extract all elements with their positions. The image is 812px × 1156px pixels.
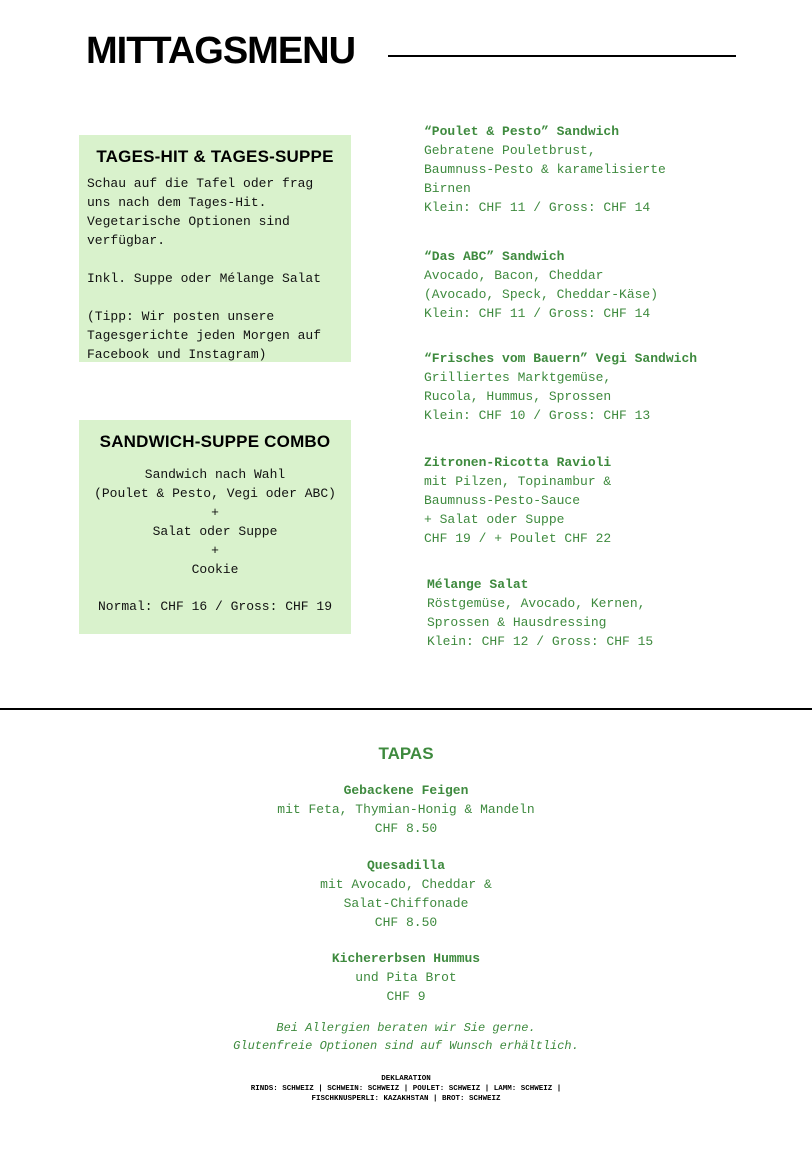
tapas-title: TAPAS bbox=[378, 744, 434, 763]
tapa-item-desc: Salat-Chiffonade bbox=[343, 896, 469, 911]
combo-line: Salat oder Suppe bbox=[152, 524, 278, 539]
menu-item-price: Klein: CHF 12 / Gross: CHF 15 bbox=[427, 634, 654, 649]
tapa-item-price: CHF 8.50 bbox=[374, 821, 438, 836]
declaration bbox=[0, 1074, 812, 1104]
section-divider bbox=[0, 708, 812, 710]
menu-item-desc: Grilliertes Marktgemüse, bbox=[424, 370, 612, 385]
declaration-line: RINDS: SCHWEIZ | SCHWEIN: SCHWEIZ | POULET: SCHWEIZ | LAMM: SCHWEIZ | bbox=[250, 1085, 562, 1093]
menu-item-price: CHF 19 / + Poulet CHF 22 bbox=[424, 531, 612, 546]
tapa-item-name: Quesadilla bbox=[366, 858, 445, 873]
combo-line: + bbox=[211, 543, 219, 558]
menu-item-name: “Poulet & Pesto” Sandwich bbox=[424, 124, 620, 139]
combo-line: Sandwich nach Wahl bbox=[144, 467, 286, 482]
menu-item-desc: Avocado, Bacon, Cheddar bbox=[424, 268, 604, 283]
tapa-item-price: CHF 9 bbox=[386, 989, 426, 1004]
combo-line: (Poulet & Pesto, Vegi oder ABC) bbox=[94, 486, 336, 501]
menu-item-desc: Gebratene Pouletbrust, bbox=[424, 143, 596, 158]
menu-item-desc: Röstgemüse, Avocado, Kernen, bbox=[427, 596, 646, 611]
combo-box bbox=[79, 420, 351, 634]
title-rule bbox=[388, 55, 736, 57]
tapa-item-desc: mit Feta, Thymian-Honig & Mandeln bbox=[277, 802, 535, 817]
tapa-item-quesadilla bbox=[0, 856, 812, 932]
tageshit-paragraph: (Tipp: Wir posten unsere Tagesgerichte jeden Morgen auf Facebook und Instagram) bbox=[87, 309, 322, 362]
menu-item-desc: Rucola, Hummus, Sprossen bbox=[424, 389, 612, 404]
tapa-item-name: Gebackene Feigen bbox=[343, 783, 469, 798]
allergy-line: Glutenfreie Optionen sind auf Wunsch erhältlich. bbox=[233, 1039, 579, 1053]
menu-item-price: Klein: CHF 10 / Gross: CHF 13 bbox=[424, 408, 651, 423]
menu-item-desc: mit Pilzen, Topinambur & bbox=[424, 474, 612, 489]
tapa-item-hummus bbox=[0, 949, 812, 1006]
menu-item-melange-salat bbox=[427, 575, 807, 651]
menu-item-name: Mélange Salat bbox=[427, 577, 529, 592]
tageshit-box bbox=[79, 135, 351, 362]
menu-item-ravioli bbox=[424, 453, 804, 548]
menu-item-desc: Birnen bbox=[424, 181, 471, 196]
combo-price: Normal: CHF 16 / Gross: CHF 19 bbox=[97, 599, 333, 614]
declaration-line: FISCHKNUSPERLI: KAZAKHSTAN | BROT: SCHWEIZ bbox=[311, 1095, 501, 1103]
tapa-item-feigen bbox=[0, 781, 812, 838]
tageshit-paragraph: Inkl. Suppe oder Mélange Salat bbox=[87, 271, 322, 286]
tapa-item-desc: und Pita Brot bbox=[355, 970, 457, 985]
combo-title: SANDWICH-SUPPE COMBO bbox=[99, 432, 331, 451]
tapa-item-price: CHF 8.50 bbox=[374, 915, 438, 930]
menu-item-name: Zitronen-Ricotta Ravioli bbox=[424, 455, 612, 470]
menu-item-desc: Baumnuss-Pesto & karamelisierte bbox=[424, 162, 666, 177]
declaration-title: DEKLARATION bbox=[381, 1075, 431, 1083]
menu-item-name: “Das ABC” Sandwich bbox=[424, 249, 565, 264]
menu-item-poulet-pesto bbox=[424, 122, 804, 217]
menu-item-desc: + Salat oder Suppe bbox=[424, 512, 565, 527]
menu-item-desc: (Avocado, Speck, Cheddar-Käse) bbox=[424, 287, 659, 302]
tapa-item-desc: mit Avocado, Cheddar & bbox=[320, 877, 492, 892]
menu-item-desc: Sprossen & Hausdressing bbox=[427, 615, 607, 630]
menu-item-desc: Baumnuss-Pesto-Sauce bbox=[424, 493, 581, 508]
allergy-line: Bei Allergien beraten wir Sie gerne. bbox=[276, 1021, 536, 1035]
combo-line: Cookie bbox=[191, 562, 239, 577]
menu-item-price: Klein: CHF 11 / Gross: CHF 14 bbox=[424, 306, 651, 321]
menu-item-abc bbox=[424, 247, 804, 323]
allergy-note bbox=[0, 1019, 812, 1055]
page-title: MITTAGSMENU bbox=[86, 30, 356, 72]
menu-item-vegi bbox=[424, 349, 804, 425]
combo-line: + bbox=[211, 505, 219, 520]
tapa-item-name: Kichererbsen Hummus bbox=[331, 951, 481, 966]
menu-item-price: Klein: CHF 11 / Gross: CHF 14 bbox=[424, 200, 651, 215]
menu-item-name: “Frisches vom Bauern” Vegi Sandwich bbox=[424, 351, 698, 366]
tageshit-title: TAGES-HIT & TAGES-SUPPE bbox=[96, 147, 334, 166]
tageshit-paragraph: Schau auf die Tafel oder frag uns nach dem Tages-Hit. Vegetarische Optionen sind verfügbar. bbox=[87, 176, 314, 248]
